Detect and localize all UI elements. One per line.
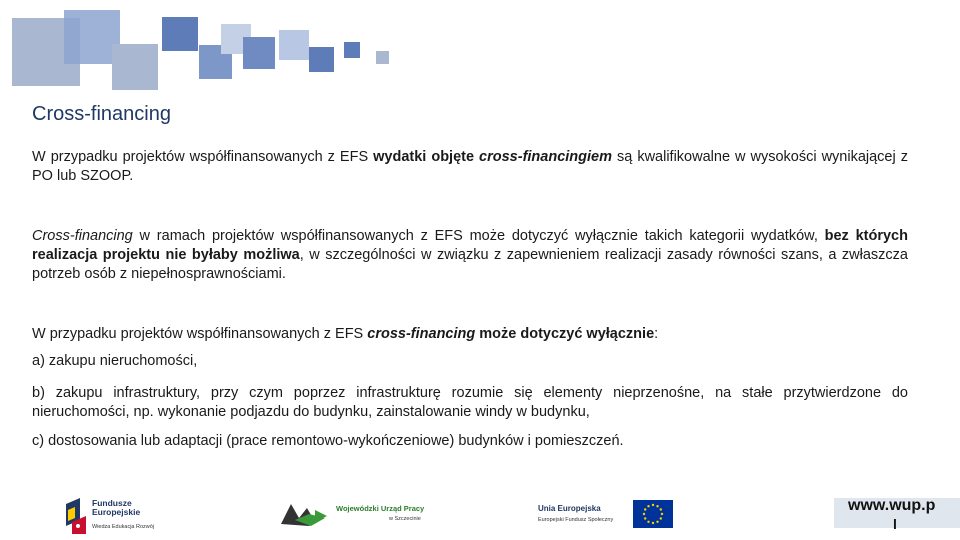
p3-bold: może dotyczyć wyłącznie xyxy=(475,326,655,342)
p1-text: W przypadku projektów współfinansowanych z EFS xyxy=(32,149,374,165)
p3-bold-italic: cross-financing xyxy=(367,326,476,342)
list-item-b: b) zakupu infrastruktury, przy czym poprzez infrastrukturę rozumie się elementy nieprzenośne, na stałe przytwierdzone do nieruchomości, np. wykonanie podjazdu do budynku, zainstalowanie windy w budynku, xyxy=(32,385,908,420)
wup-logo xyxy=(281,498,431,528)
paragraph-1 xyxy=(32,148,908,186)
p3-text: W przypadku projektów współfinansowanych z EFS xyxy=(32,326,368,342)
decor-square xyxy=(162,17,198,51)
decor-square xyxy=(112,44,158,90)
decor-square xyxy=(376,51,389,64)
p3-text-end: : xyxy=(654,326,659,342)
p1-bold-italic: cross-financingiem xyxy=(479,149,612,165)
eu-logo xyxy=(538,500,678,530)
paragraph-2 xyxy=(32,227,908,284)
ue-fund: Europejski Fundusz Społeczny xyxy=(538,517,614,523)
fe-program: Wiedza Edukacja Rozwój xyxy=(92,524,155,530)
eu-flag-icon xyxy=(633,500,673,528)
p1-bold: wydatki objęte xyxy=(373,149,480,165)
decor-square xyxy=(344,42,360,58)
p2-text-end: , w szczególności w związku z zapewnieniem realizacji zasady równości szans, a zwłaszcza potrzeb osób z niepełnosprawnościami. xyxy=(32,247,908,282)
wup-emblem-icon xyxy=(281,498,329,528)
wup-name: Wojewódzki Urząd Pracy xyxy=(336,504,425,513)
fe-name: Fundusze Europejskie xyxy=(92,498,141,517)
paragraph-3 xyxy=(32,325,908,344)
website-url[interactable]: www.wup.p xyxy=(848,497,936,514)
website-url-tail: l xyxy=(893,516,897,532)
decor-square xyxy=(309,47,334,72)
ue-name: Unia Europejska xyxy=(538,504,601,513)
p2-bold: bez których realizacja projektu nie byłaby możliwa xyxy=(32,228,908,263)
list-item-a: a) zakupu nieruchomości, xyxy=(32,353,198,369)
p2-italic: Cross-financing xyxy=(32,228,133,244)
wup-city: w Szczecinie xyxy=(389,516,421,522)
slide-title: Cross-financing xyxy=(32,103,171,125)
list-item-c: c) dostosowania lub adaptacji (prace remontowo-wykończeniowe) budynków i pomieszczeń. xyxy=(32,433,624,449)
fundusze-europejskie-emblem-icon xyxy=(66,496,86,536)
decor-square xyxy=(279,30,309,60)
fundusze-europejskie-logo xyxy=(66,496,176,536)
p2-text: w ramach projektów współfinansowanych z EFS może dotyczyć wyłącznie takich kategorii wydatków, xyxy=(132,228,825,244)
footer-logos xyxy=(0,488,960,540)
p1-text-end: są kwalifikowalne w wysokości wynikającej z PO lub SZOOP. xyxy=(32,149,908,184)
decor-square xyxy=(243,37,275,69)
